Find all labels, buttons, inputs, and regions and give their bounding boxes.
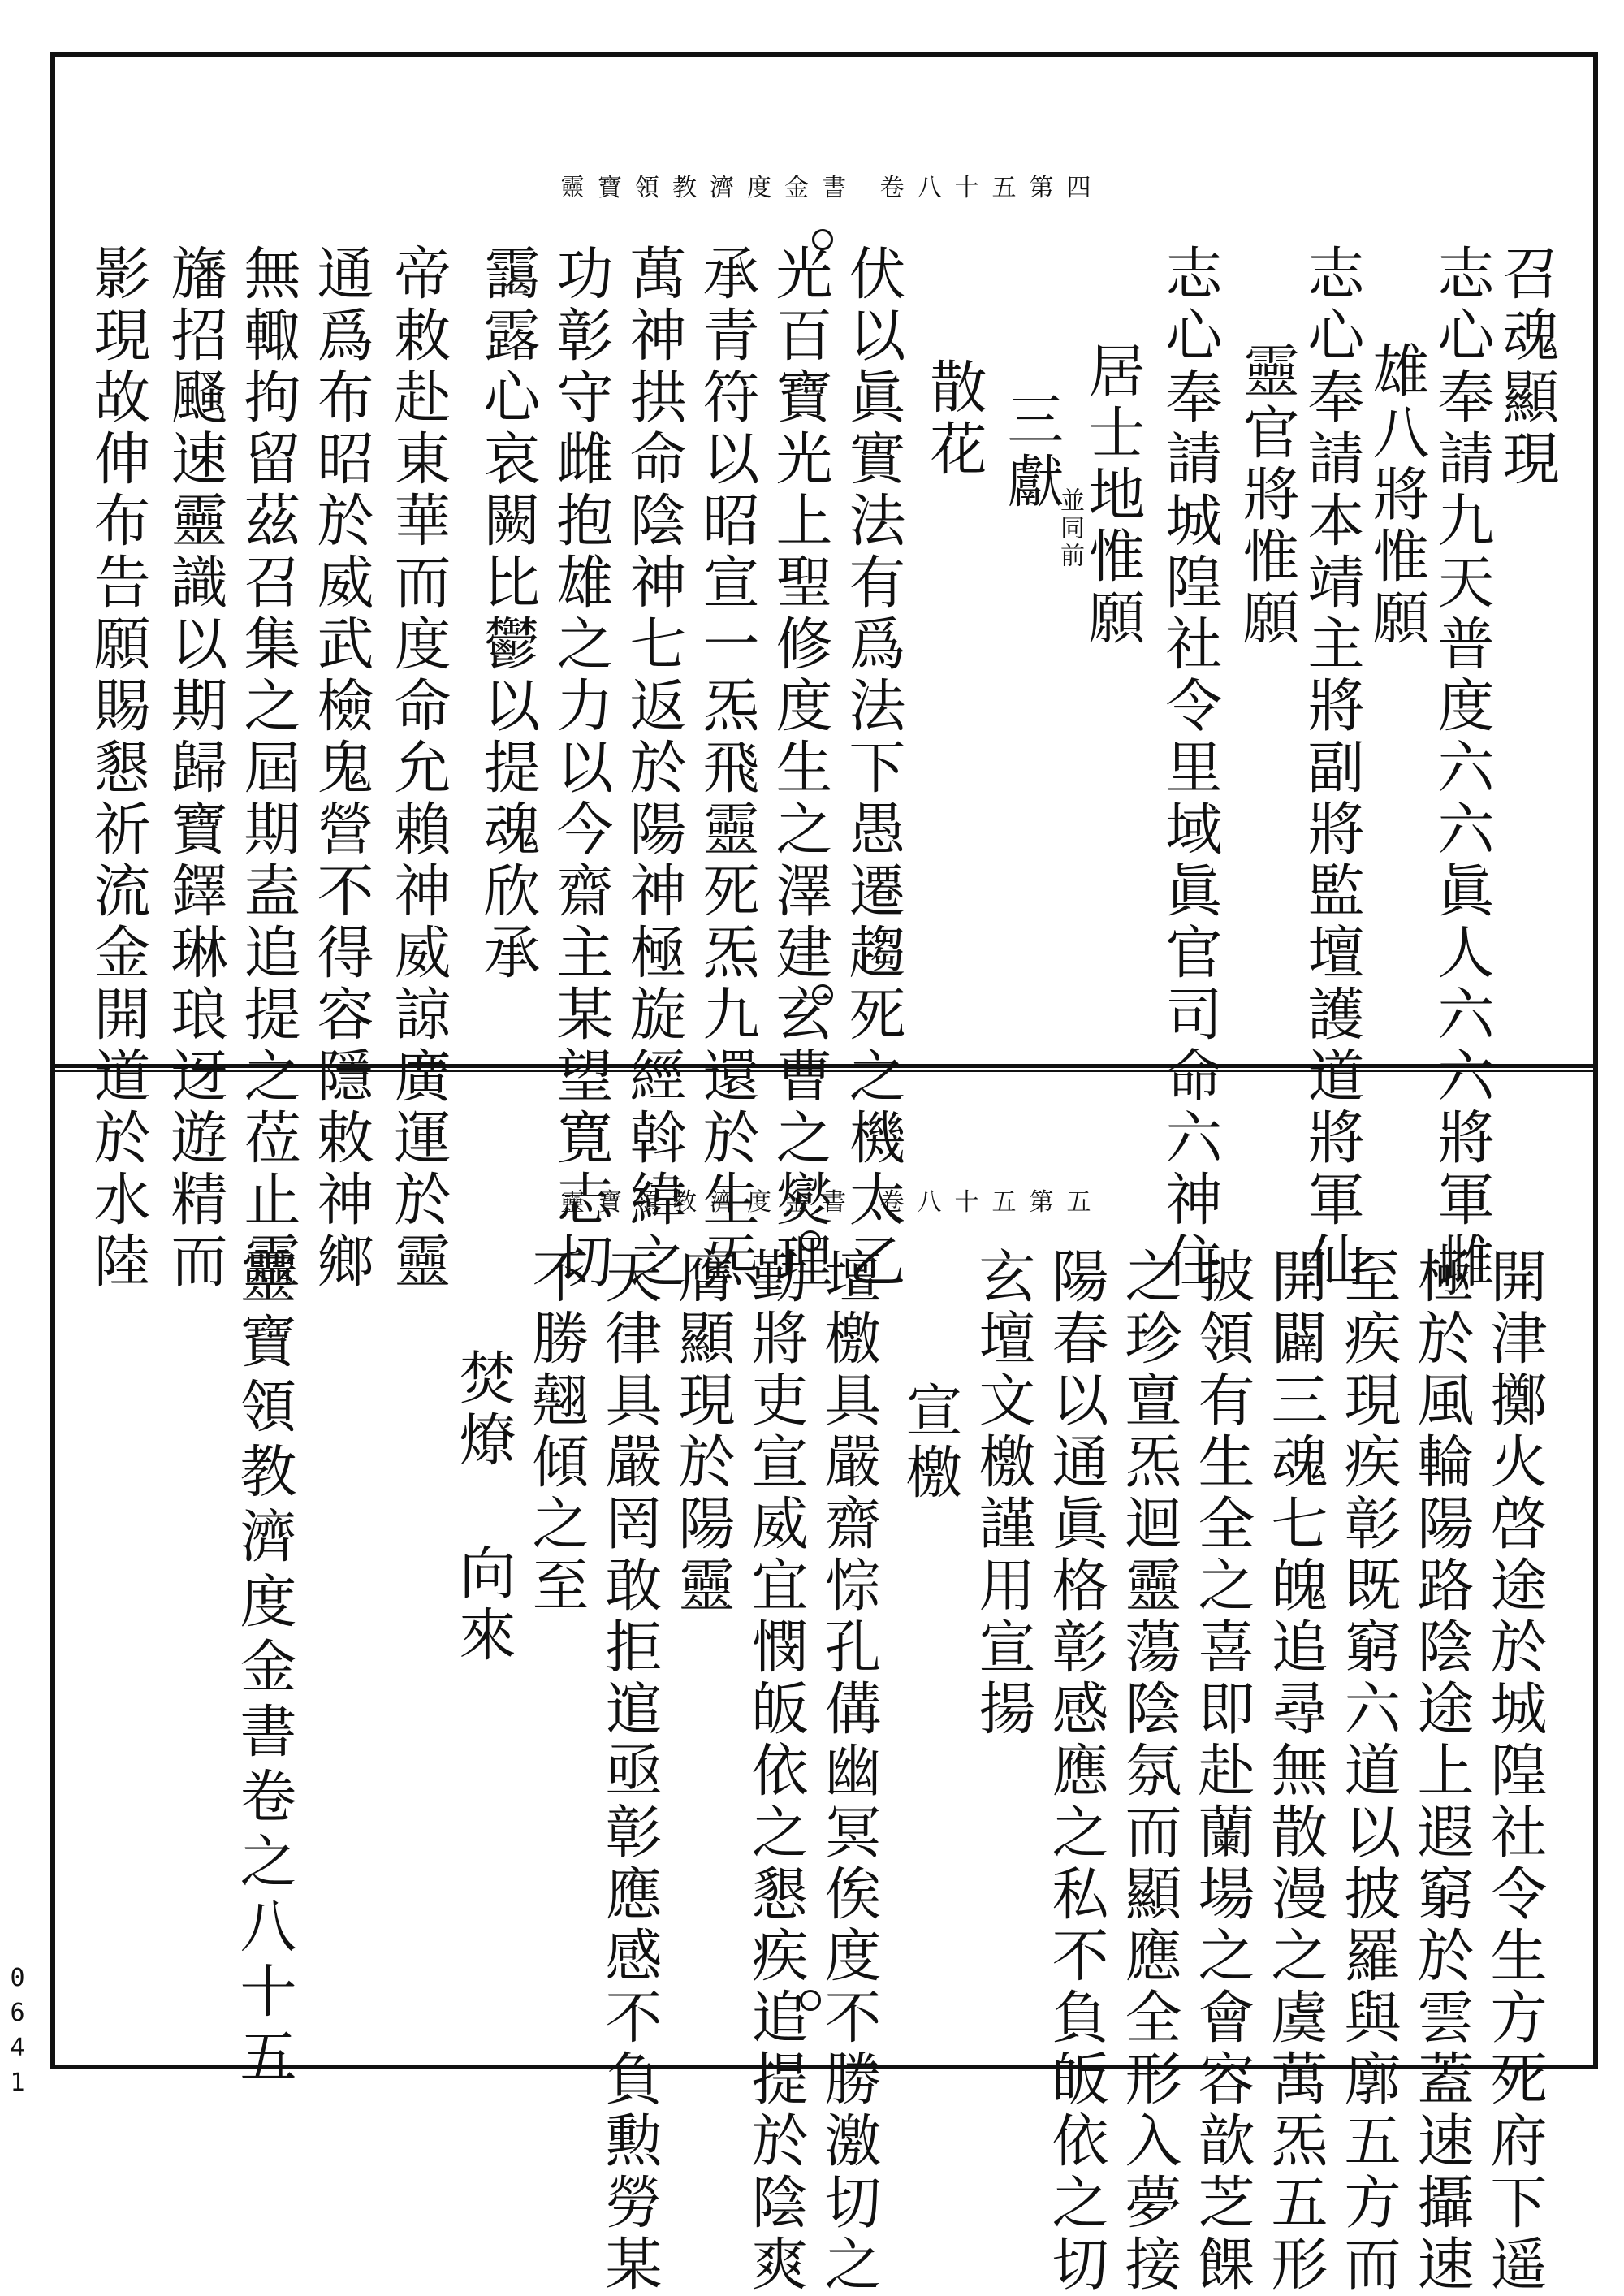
text-column: 靄露心哀闕比鬱以提魂欣承 xyxy=(474,244,541,984)
text-column: 勤將吏宣威宜憫皈依之懇疾追提於陰爽 xyxy=(742,1247,809,2296)
text-column: 披領有生全之喜即赴蘭場之會容歆芝餜 xyxy=(1189,1247,1255,2296)
text-column: 玄壇文檄謹用宣揚 xyxy=(970,1247,1036,1740)
text-column: 帝敕赴東華而度命允賴神威諒廣運於靈 xyxy=(385,244,451,1293)
text-column: 焚燎 向來 xyxy=(450,1348,516,1667)
text-column: 通爲布昭於威武檢鬼營不得容隱敕神鄉 xyxy=(308,244,374,1293)
text-column: 三獻 xyxy=(998,390,1065,513)
punctuation-circle xyxy=(800,1230,821,1252)
text-column: 陽春以通眞格彰感應之私不負皈依之切 xyxy=(1043,1247,1109,2296)
text-column: 居士地惟願 xyxy=(1079,341,1146,650)
text-column: 壇檄具嚴齋悰孔傋幽冥俟度不勝激切之 xyxy=(815,1247,882,2296)
text-column: 志心奉請九天普度六六眞人六六將軍雌 xyxy=(1428,244,1495,1293)
text-column: 開津擲火啓途於城隍社令生方死府下遥 xyxy=(1481,1247,1548,2296)
text-column: 志心奉請城隍社令里域眞官司命六神住 xyxy=(1156,244,1223,1293)
text-column: 極於風輪陽路陰途上遐窮於雲蓋速攝速 xyxy=(1408,1247,1475,2296)
text-column: 靈寶領教濟度金書卷之八十五 xyxy=(231,1247,297,2091)
text-column: 雄八將惟願 xyxy=(1363,341,1430,650)
text-column: 旛招颾速靈識以期歸寶鐸琳琅迓遊精而 xyxy=(162,244,228,1293)
text-column: 之珍亶炁迴靈蕩陰氛而顯應全形入夢接 xyxy=(1116,1247,1182,2296)
text-column: 伏以眞實法有爲法下愚遷趨死之機太乙 xyxy=(840,244,906,1293)
text-column: 功彰守雌抱雄之力以今齋主某望寛志切 xyxy=(547,244,614,1293)
text-column: 宣檄 xyxy=(896,1381,963,1504)
text-column: 靈官將惟願 xyxy=(1233,341,1300,650)
text-column: 承青符以昭宣一炁飛靈死炁九還於生炁 xyxy=(693,244,760,1293)
text-column: 至疾現疾彰既窮六道以披羅與廓五方而 xyxy=(1335,1247,1402,2296)
punctuation-circle xyxy=(812,984,833,1005)
punctuation-circle xyxy=(812,229,833,250)
bottom-page-header: 靈寶領教濟度金書 卷八十五第五 xyxy=(560,1188,1104,1217)
top-page-header: 靈寶領教濟度金書 卷八十五第四 xyxy=(560,174,1104,202)
folio-number: 0641 xyxy=(3,1964,32,2104)
text-column: 膺顯現於陽靈 xyxy=(669,1247,736,1617)
text-column: 光百寶光上聖修度生之澤建玄曹之爕理 xyxy=(767,244,833,1293)
text-column: 天律具嚴罔敢拒逭亟彰應感不負勲勞某 xyxy=(596,1247,663,2296)
text-column: 志心奉請本靖主將副將監壇護道將軍仙 xyxy=(1298,244,1365,1293)
text-column: 萬神拱命陰神七返於陽神極旋經斡緯之 xyxy=(620,244,687,1293)
text-column: 召魂顯現 xyxy=(1493,244,1560,491)
punctuation-circle xyxy=(800,1990,821,2011)
text-column: 不勝翹傾之至 xyxy=(523,1247,590,1617)
text-column: 影現故伸布告願賜懇祈流金開道於水陸 xyxy=(84,244,151,1293)
text-column: 散花 xyxy=(921,357,987,481)
text-column: 無輙拘留茲召集之屆期盍追提之莅止靈 xyxy=(235,244,301,1293)
text-column: 開闢三魂七魄追尋無散漫之虞萬炁五形 xyxy=(1262,1247,1328,2296)
interlinear-note: 並同前 xyxy=(1056,487,1084,570)
